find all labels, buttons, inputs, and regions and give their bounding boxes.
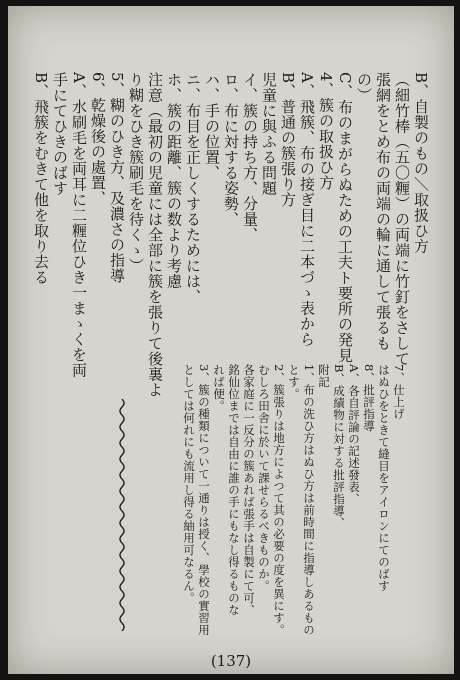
upper-text-block: [31, 72, 430, 398]
text-line: 3、簇の種類について一通りは授く、學校の實習用: [197, 364, 211, 636]
text-line: 5、糊のひき方、及濃さの指導: [108, 72, 126, 284]
text-line: A、各自評論の記述發表、: [347, 364, 361, 505]
text-line: はぬひをときて縫目をアイロンにてのばす: [377, 364, 391, 592]
text-line: 各家庭に一反分の簇あれば張手は自製にて可、: [242, 364, 256, 616]
text-line: 7、仕上げ: [392, 364, 406, 420]
text-line: A、水刷毛を両耳に二糎位ひき一まゝくを両: [70, 72, 88, 378]
text-line: としては何れにも流用し得る紬用可なるん。: [182, 364, 196, 604]
text-line: B、普通の簇張り方: [279, 72, 297, 208]
text-line: B、成績物に対する批評指導、: [332, 364, 346, 529]
text-line: 1、布の洗ひ方はぬひ方は前時間に指導しあるもの: [302, 364, 316, 636]
text-line: ホ、簇の距離、簇の数より考慮: [165, 72, 183, 289]
text-line: 児童に與ふる問題: [260, 72, 278, 196]
text-line: B、飛簇をむきて他を取り去る: [32, 72, 50, 286]
text-line: 6、乾燥後の處置、: [89, 72, 107, 207]
text-line: れば便。: [212, 364, 226, 412]
text-line: A、飛簇、布の接ぎ目に二本づゝ表から: [298, 72, 316, 347]
text-line: 手にてひきのばす: [51, 72, 69, 196]
text-line: 注意（最初の児童には全部に簇を張りて後裏よ: [146, 72, 164, 398]
text-line: ロ、布に対する姿勢、: [222, 72, 240, 227]
text-line: とす。: [287, 364, 301, 400]
text-line: 張網をとめ布の両端の輪に通して張るも: [374, 72, 392, 351]
text-line: B、自製のもの＼取扱ひ方: [412, 72, 430, 255]
text-line: ハ、手の位置、: [203, 72, 221, 181]
text-line: C、布のまがらぬための工夫ト要所の発見: [336, 72, 354, 363]
text-line: の）: [355, 72, 373, 103]
lower-text-block: [181, 364, 406, 636]
text-line: むしろ田舎に於いて課せらるべきものか。: [257, 364, 271, 592]
document-page: [8, 6, 454, 674]
text-line: （細竹棒（五〇糎）の両端に竹釘をさして: [393, 72, 411, 367]
page-number: (137): [210, 652, 252, 670]
text-line: 2、簇張りは地方によつて其の必要の度を異にす。: [272, 364, 286, 636]
text-line: り糊をひき簇刷毛を待くゝ）: [127, 72, 145, 274]
text-line: 8、批評指導: [362, 364, 376, 432]
text-line: ニ、布目を正しくするためには、: [184, 72, 202, 305]
text-line: 4、簇の取扱ひ方: [317, 72, 335, 191]
appendix-heading: 附記: [317, 364, 331, 388]
wavy-divider: [117, 399, 127, 631]
text-line: イ、簇の持ち方、分量、: [241, 72, 259, 243]
text-line: 銘仙位までは自由に誰の手にもなし得るものな: [227, 364, 241, 616]
